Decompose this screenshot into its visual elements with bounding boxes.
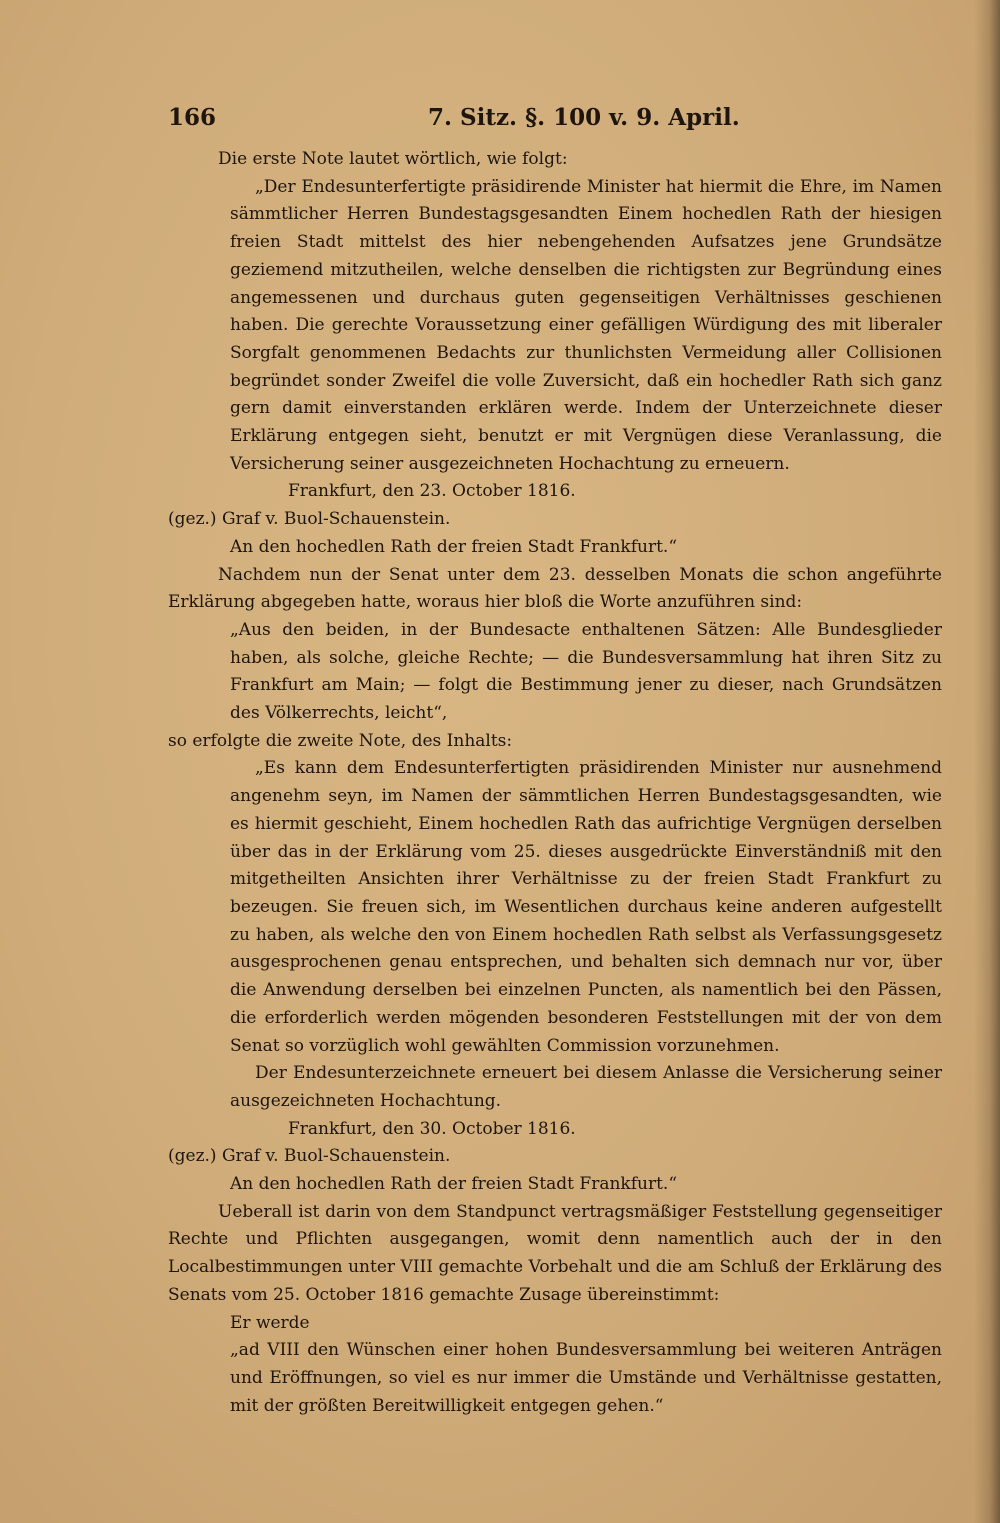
signature-second-note: (gez.) Graf v. Buol-Schauenstein. [168,1146,451,1167]
quote-ad-viii: „ad VIII den Wünschen einer hohen Bundesversammlung bei weiteren Anträgen und Eröffnungen, so viel es nur immer die Umstände und Verhältnisse gestatten, mit der größten Bereitwilligkeit entgegen gehen.“ [230,1340,942,1416]
quote-first-note: „Der Endesunterfertigte präsidirende Minister hat hiermit die Ehre, im Namen sämmtlicher Herren Bundestagsgesandten Einem hochedlen Rath der hiesigen freien Stadt mittelst des hier nebengehenden Aufsatzes jene Grundsätze geziemend mitzutheilen, welche denselben die richtigsten zur Begründung eines angemessenen und durchaus guten gegenseitigen Verhältnisses geschienen haben. Die gerechte Voraussetzung einer gefälligen Würdigung des mit liberaler Sorgfalt genommenen Bedachts zur thunlichsten Vermeidung aller Collisionen begründet sonder Zweifel die volle Zuversicht, daß ein hochedler Rath sich ganz gern damit einverstanden erklären werde. Indem der Unterzeichnete dieser Erklärung entgegen sieht, benutzt er mit Vergnügen diese Veranlassung, die Versicherung seiner ausgezeichneten Hochachtung zu erneuern. [230,176,942,474]
page-number: 166 [168,104,217,131]
paragraph-second-note-intro: so erfolgte die zweite Note, des Inhalts: [168,730,513,751]
paragraph-intro: Die erste Note lautet wörtlich, wie folgt: [218,149,568,169]
body-text [168,146,942,1420]
paragraph-senate: Nachdem nun der Senat unter dem 23. desselben Monats die schon angeführte Erklärung abgegeben hatte, woraus hier bloß die Worte anzuführen sind: [168,564,942,613]
page-edge-shadow [974,0,1000,1523]
running-head-title: 7. Sitz. §. 100 v. 9. April. [428,104,740,131]
quote-second-note-closing: Der Endesunterzeichnete erneuert bei diesem Anlasse die Versicherung seiner ausgezeichneten Hochachtung. [230,1063,942,1111]
quote-senate-declaration: „Aus den beiden, in der Bundesacte enthaltenen Sätzen: Alle Bundesglieder haben, als solche, gleiche Rechte; — die Bundesversammlung hat ihren Sitz zu Frankfurt am Main; — folgt die Bestimmung jener zu dieser, nach Grundsätzen des Völkerrechts, leicht“, [230,619,942,724]
dateline-first-note: Frankfurt, den 23. October 1816. [288,481,576,502]
signature-first-note: (gez.) Graf v. Buol-Schauenstein. [168,509,451,530]
quote-second-note: „Es kann dem Endesunterfertigten präsidirenden Minister nur ausnehmend angenehm seyn, im Namen der sämmtlichen Herren Bundestagsgesandten, wie es hiermit geschieht, Einem hochedlen Rath das aufrichtige Vergnügen derselben über das in der Erklärung vom 25. dieses ausgedrückte Einverständniß mit den mitgetheilten Ansichten ihrer Verhältnisse zu der freien Stadt Frankfurt zu bezeugen. Sie freuen sich, im Wesentlichen durchaus keine anderen aufgestellt zu haben, als welche den von Einem hochedlen Rath selbst als Verfassungsgesetz ausgesprochenen genau entsprechen, und behalten sich demnach nur vor, über die Anwendung derselben bei einzelnen Puncten, als namentlich bei den Pässen, die erforderlich werden mögenden besonderen Feststellungen mit der von dem Senat so vorzüglich wohl gewählten Commission vorzunehmen. [230,758,942,1056]
dateline-second-note: Frankfurt, den 30. October 1816. [288,1118,576,1139]
paragraph-conclusion: Ueberall ist darin von dem Standpunct vertragsmäßiger Feststellung gegenseitiger Rechte und Pflichten ausgegangen, womit denn namentlich auch der in den Localbestimmungen unter VIII gemachte Vorbehalt und die am Schluß der Erklärung des Senats vom 25. October 1816 gemachte Zusage übereinstimmt: [168,1201,942,1305]
running-head [168,100,740,136]
address-first-note: An den hochedlen Rath der freien Stadt Frankfurt.“ [230,536,678,557]
paragraph-er-werde: Er werde [230,1312,310,1333]
address-second-note: An den hochedlen Rath der freien Stadt Frankfurt.“ [230,1174,678,1195]
